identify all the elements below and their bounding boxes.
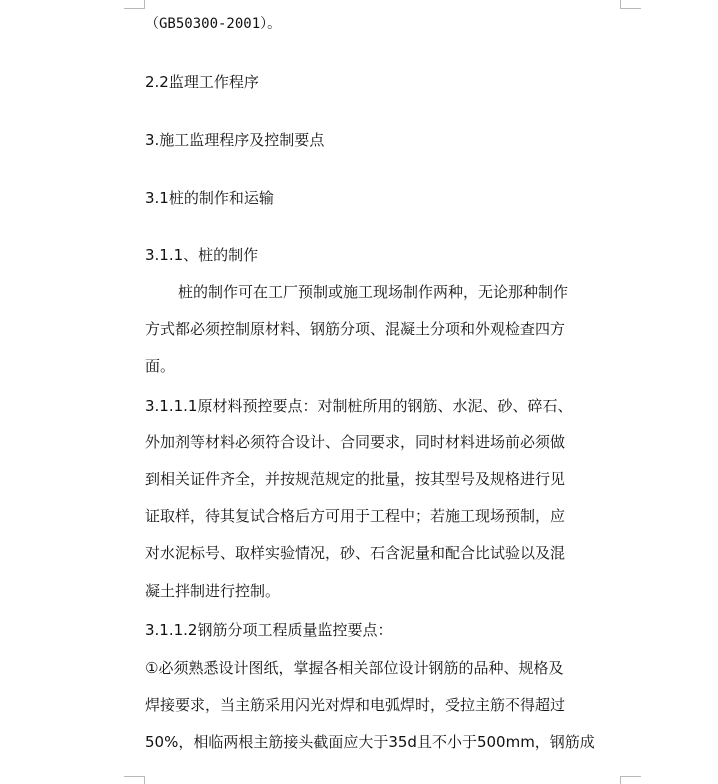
heading-3-1: 3.1桩的制作和运输	[145, 189, 274, 207]
page-corner-mark-top-left	[124, 0, 145, 9]
heading-3: 3.施工监理程序及控制要点	[145, 131, 325, 149]
paragraph-line: 凝土拌制进行控制。	[145, 582, 281, 600]
paragraph-line: 外加剂等材料必须符合设计、合同要求，同时材料进场前必须做	[145, 433, 566, 451]
page-corner-mark-bottom-right	[620, 776, 641, 784]
paragraph-line: ①必须熟悉设计图纸，掌握各相关部位设计钢筋的品种、规格及	[145, 659, 564, 677]
heading-2-2: 2.2监理工作程序	[145, 73, 259, 91]
paragraph-line: 到相关证件齐全，并按规范规定的批量，按其型号及规格进行见	[145, 470, 566, 488]
paragraph-line: 50%，相临两根主筋接头截面应大于35d且不小于500mm，钢筋成	[145, 733, 595, 751]
paragraph-line: 焊接要求，当主筋采用闪光对焊和电弧焊时，受拉主筋不得超过	[145, 696, 566, 714]
paragraph-line: 3.1.1.2钢筋分项工程质量监控要点：	[145, 621, 393, 639]
paragraph-line: 桩的制作可在工厂预制或施工现场制作两种，无论那种制作	[178, 283, 569, 301]
paragraph-line: 证取样，待其复试合格后方可用于工程中；若施工现场预制，应	[145, 507, 566, 525]
standard-reference-line: （GB50300-2001）。	[145, 16, 282, 32]
page-corner-mark-bottom-left	[124, 776, 145, 784]
paragraph-line: 3.1.1.1原材料预控要点：对制桩所用的钢筋、水泥、砂、碎石、	[145, 397, 573, 415]
paragraph-line: 面。	[145, 357, 176, 375]
paragraph-line: 对水泥标号、取样实验情况，砂、石含泥量和配合比试验以及混	[145, 544, 566, 562]
paragraph-line: 方式都必须控制原材料、钢筋分项、混凝土分项和外观检查四方	[145, 320, 566, 338]
heading-3-1-1: 3.1.1、桩的制作	[145, 246, 259, 264]
